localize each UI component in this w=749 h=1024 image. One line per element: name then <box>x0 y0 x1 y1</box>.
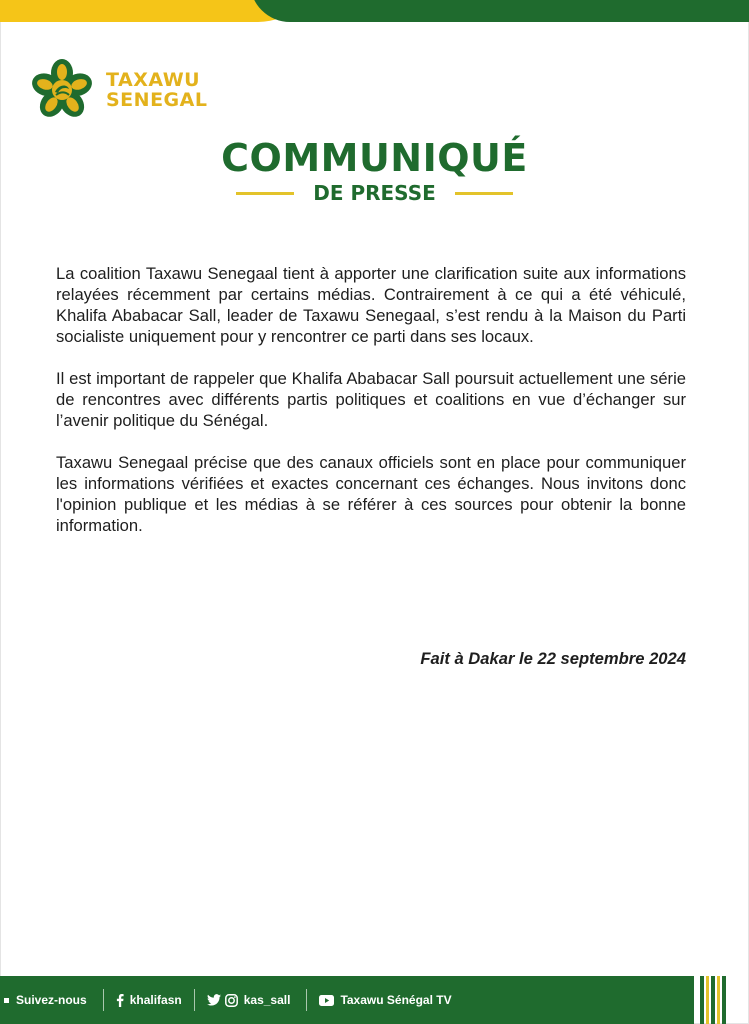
body-paragraph-3: Taxawu Senegaal précise que des canaux officiels sont en place pour communiquer les informations vérifiées et exactes concernant ces échanges. Nous invitons donc l'opinion publique et les médias à se référer à ces sources pour obtenir la bonne information. <box>56 453 686 535</box>
body-paragraph-1: La coalition Taxawu Senegaal tient à apporter une clarification suite aux informations relayées récemment par certains médias. Contrairement à ce qui a été véhiculé, Khalifa Ababacar Sall, leader de Taxawu Senegaal, s’est rendu à la Maison du Parti socialiste uniquement pour y rencontrer ce parti dans ses locaux. <box>56 264 686 346</box>
stripe-3 <box>711 976 715 1024</box>
subtitle-left-rule <box>236 192 294 195</box>
footer-divider <box>103 989 104 1011</box>
footer-divider <box>306 989 307 1011</box>
body-paragraph-2: Il est important de rappeler que Khalifa Ababacar Sall poursuit actuellement une série de rencontres avec différents partis politiques et coalitions en vue d’échanger sur l’avenir politique du Sénégal. <box>56 369 686 430</box>
twitter-instagram-link[interactable] <box>207 991 291 1009</box>
logo-line-1: TAXAWU <box>106 69 201 91</box>
document-subtitle: DE PRESSE <box>313 181 436 205</box>
footer <box>0 976 749 1024</box>
top-decorative-band <box>0 0 749 24</box>
stripe-2 <box>706 976 709 1024</box>
communique-body <box>56 263 686 557</box>
youtube-link[interactable] <box>319 991 451 1009</box>
footer-divider <box>194 989 195 1011</box>
logo-line-2: SENEGAL <box>106 89 208 111</box>
footer-social-links <box>4 991 452 1009</box>
document-title: COMMUNIQUÉ <box>221 136 528 180</box>
twitter-instagram-handle: kas_sall <box>243 993 291 1007</box>
follow-label: Suivez-nous <box>16 993 87 1007</box>
subtitle-row <box>236 180 513 206</box>
taxawu-logo <box>30 58 230 122</box>
stripe-1 <box>700 976 704 1024</box>
instagram-icon <box>225 994 238 1007</box>
subtitle-right-rule <box>455 192 513 195</box>
twitter-icon <box>207 994 221 1006</box>
youtube-icon <box>319 995 334 1006</box>
flower-logo-icon <box>30 58 94 122</box>
youtube-handle: Taxawu Sénégal TV <box>340 993 452 1007</box>
top-green-shape <box>250 0 749 22</box>
stripe-4 <box>717 976 720 1024</box>
follow-us <box>4 991 87 1009</box>
facebook-link[interactable] <box>116 991 182 1009</box>
facebook-handle: khalifasn <box>129 993 182 1007</box>
stripe-5 <box>722 976 726 1024</box>
signature-line: Fait à Dakar le 22 septembre 2024 <box>420 649 686 668</box>
bullet-icon <box>4 998 9 1003</box>
facebook-icon <box>116 994 124 1007</box>
logo-wordmark <box>106 70 207 110</box>
